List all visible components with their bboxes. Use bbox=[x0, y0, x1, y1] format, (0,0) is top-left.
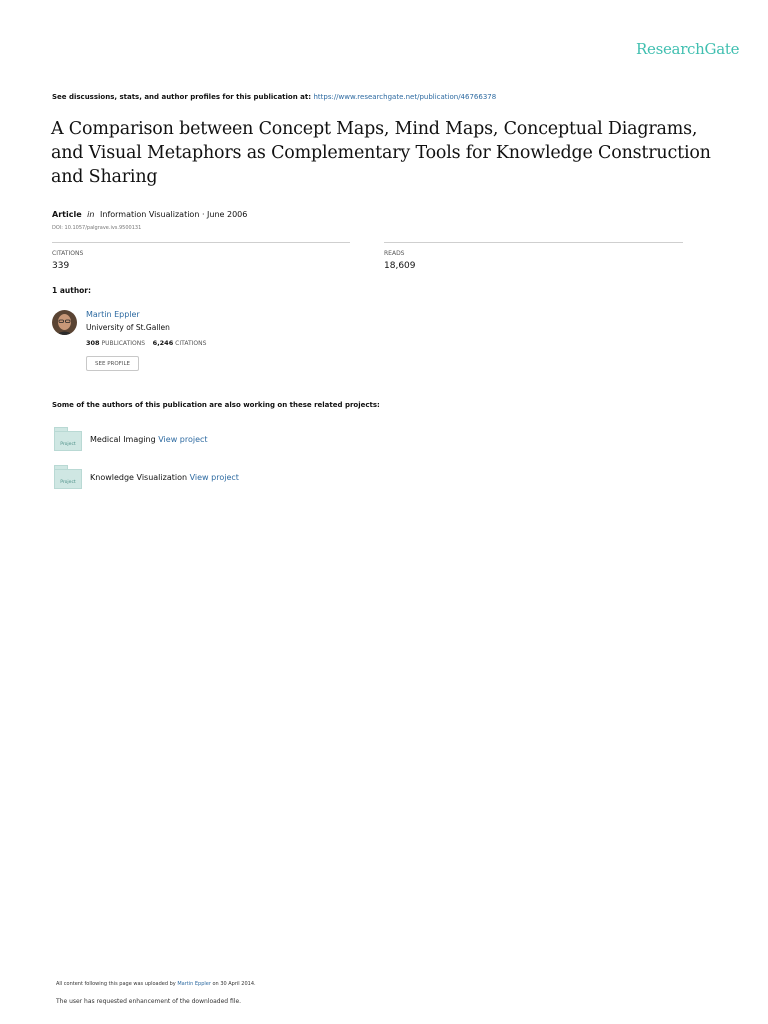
view-project-link[interactable]: View project bbox=[189, 473, 239, 482]
view-project-link[interactable]: View project bbox=[158, 435, 208, 444]
journal-info: Information Visualization · June 2006 bbox=[100, 210, 248, 219]
see-profile-button[interactable]: SEE PROFILE bbox=[86, 356, 139, 371]
list-item bbox=[90, 473, 239, 482]
upload-prefix: All content following this page was uploaded by bbox=[56, 981, 178, 987]
project-icon[interactable] bbox=[54, 465, 82, 489]
author-name-link[interactable]: Martin Eppler bbox=[86, 310, 140, 319]
publication-meta bbox=[52, 210, 247, 219]
author-publications-label: PUBLICATIONS bbox=[101, 340, 146, 347]
project-name: Medical Imaging bbox=[90, 435, 156, 444]
reads-label: READS bbox=[384, 250, 405, 257]
discussions-prefix: See discussions, stats, and author profiles for this publication at: bbox=[52, 93, 314, 101]
project-icon-label: Project bbox=[60, 442, 76, 447]
author-publications-count: 308 bbox=[86, 339, 100, 347]
avatar-photo-icon bbox=[52, 310, 77, 335]
upload-note bbox=[56, 981, 256, 987]
uploader-link[interactable]: Martin Eppler bbox=[177, 981, 211, 987]
doi: DOI: 10.1057/palgrave.ivs.9500131 bbox=[52, 225, 142, 231]
project-name: Knowledge Visualization bbox=[90, 473, 188, 482]
publication-title: A Comparison between Concept Maps, Mind Maps, Conceptual Diagrams, and Visual Metaphors as Complementary Tools for Knowledge Construction and Sharing bbox=[51, 119, 711, 187]
researchgate-logo[interactable]: ResearchGate bbox=[636, 40, 740, 58]
project-folder-icon bbox=[54, 469, 82, 489]
enhancement-note: The user has requested enhancement of the downloaded file. bbox=[56, 998, 242, 1005]
project-folder-icon bbox=[54, 431, 82, 451]
author-citations-count: 6,246 bbox=[152, 339, 174, 347]
citations-label: CITATIONS bbox=[52, 250, 84, 257]
authors-label: 1 author: bbox=[52, 286, 92, 295]
list-item bbox=[90, 435, 208, 444]
author-citations-label: CITATIONS bbox=[175, 340, 207, 347]
author-institution: University of St.Gallen bbox=[86, 323, 170, 332]
discussions-line bbox=[52, 93, 496, 101]
upload-suffix: on 30 April 2014. bbox=[210, 981, 256, 987]
citations-divider bbox=[52, 242, 350, 243]
reads-value: 18,609 bbox=[384, 261, 416, 271]
related-projects-label: Some of the authors of this publication are also working on these related projects: bbox=[52, 401, 380, 409]
in-word: in bbox=[87, 210, 95, 219]
project-icon-label: Project bbox=[60, 480, 76, 485]
author-stats bbox=[86, 339, 206, 347]
reads-divider bbox=[384, 242, 683, 243]
publication-type: Article bbox=[52, 210, 82, 219]
citations-value: 339 bbox=[52, 261, 70, 271]
project-icon[interactable] bbox=[54, 427, 82, 451]
publication-url-link[interactable]: https://www.researchgate.net/publication/46766378 bbox=[313, 93, 497, 101]
author-avatar[interactable] bbox=[52, 310, 77, 335]
